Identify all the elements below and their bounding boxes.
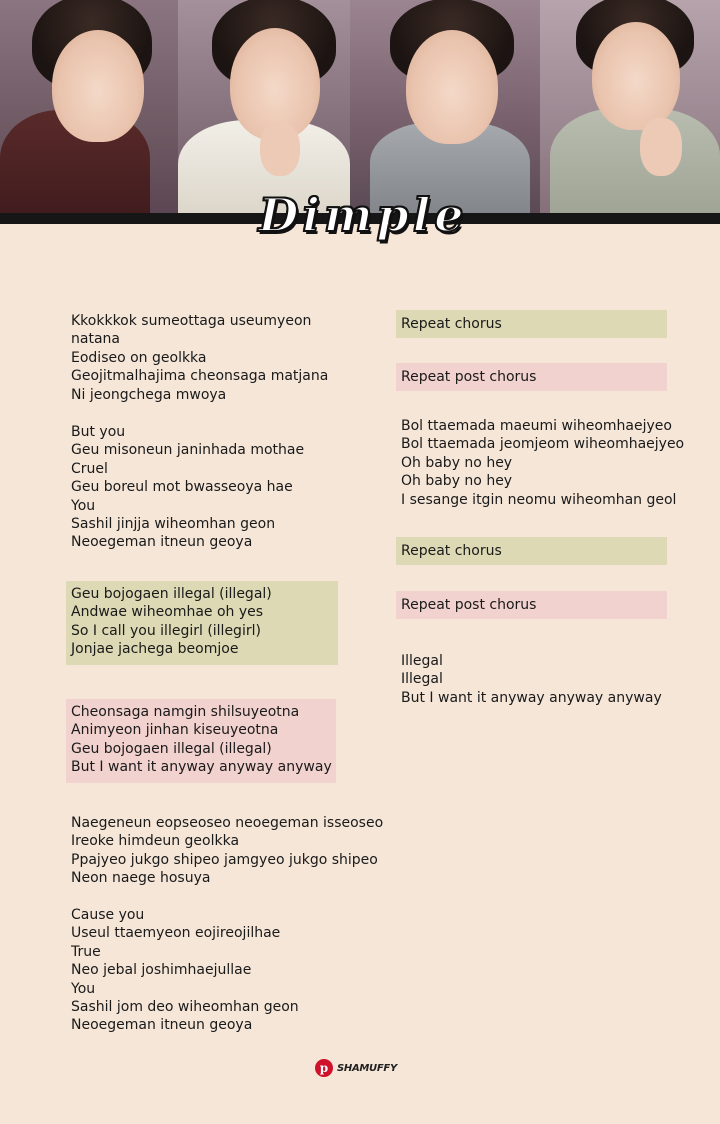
lyric-line: Oh baby no hey <box>401 473 513 490</box>
lyric-line: Geu bojogaen illegal (illegal) <box>71 586 272 602</box>
lyric-line: Illegal <box>401 671 443 688</box>
lyric-line: Animyeon jinhan kiseuyeotna <box>71 722 279 739</box>
verse-2 <box>71 814 383 888</box>
lyric-line: Ireoke himdeun geolkka <box>71 833 240 850</box>
lyric-line: Cheonsaga namgin shilsuyeotna <box>71 704 300 720</box>
lyric-line: Oh baby no hey <box>401 454 513 471</box>
credit-handle: SHAMUFFY <box>337 1062 397 1074</box>
lyric-line: natana <box>71 331 120 348</box>
lyric-line: Neo jebal joshimhaejullae <box>71 962 252 979</box>
repeat-chorus-tag: Repeat chorus <box>396 310 667 338</box>
post-chorus-block <box>66 699 336 783</box>
repeat-post-chorus-tag: Repeat post chorus <box>396 363 667 391</box>
lyric-line: Bol ttaemada jeomjeom wiheomhaejyeo <box>401 436 685 453</box>
bridge <box>401 417 684 509</box>
verse-1 <box>71 312 328 404</box>
portrait-photo-2 <box>178 0 350 213</box>
lyric-line: But I want it anyway anyway anyway <box>401 689 662 706</box>
portrait-photo-4 <box>540 0 720 213</box>
lyric-line: You <box>71 980 96 997</box>
lyric-line: Cause you <box>71 907 145 923</box>
portrait-photo-1 <box>0 0 178 213</box>
lyric-line: Sashil jom deo wiheomhan geon <box>71 998 299 1015</box>
portrait-photo-3 <box>350 0 540 213</box>
lyric-line: So I call you illegirl (illegirl) <box>71 622 261 639</box>
lyric-line: Illegal <box>401 653 443 669</box>
lyric-line: Kkokkkok sumeottaga useumyeon <box>71 313 312 329</box>
lyric-line: Andwae wiheomhae oh yes <box>71 604 264 621</box>
lyric-line: Neoegeman itneun geoya <box>71 534 253 551</box>
repeat-chorus-tag: Repeat chorus <box>396 537 667 565</box>
lyric-line: Geu misoneun janinhada mothae <box>71 442 305 459</box>
pre-chorus-2 <box>71 906 299 1035</box>
lyric-line: You <box>71 497 96 514</box>
song-title: Dimple <box>258 188 468 242</box>
outro <box>401 652 662 707</box>
lyric-line: Ni jeongchega mwoya <box>71 386 227 403</box>
header-banner <box>0 0 720 213</box>
lyric-line: Eodiseo on geolkka <box>71 349 207 366</box>
lyric-line: Geojitmalhajima cheonsaga matjana <box>71 368 329 385</box>
lyric-line: Cruel <box>71 460 108 477</box>
lyric-line: True <box>71 943 101 960</box>
footer-credit <box>315 1059 397 1077</box>
lyric-line: But you <box>71 424 126 440</box>
lyric-line: I sesange itgin neomu wiheomhan geol <box>401 491 677 508</box>
lyric-line: Bol ttaemada maeumi wiheomhaejyeo <box>401 418 672 434</box>
pinterest-icon: p <box>315 1059 333 1077</box>
lyric-line: Neoegeman itneun geoya <box>71 1017 253 1034</box>
lyric-line: Useul ttaemyeon eojireojilhae <box>71 925 281 942</box>
lyric-line: Geu bojogaen illegal (illegal) <box>71 740 272 757</box>
lyric-line: Neon naege hosuya <box>71 870 211 887</box>
lyric-line: But I want it anyway anyway anyway <box>71 759 332 776</box>
repeat-post-chorus-tag: Repeat post chorus <box>396 591 667 619</box>
lyric-line: Sashil jinjja wiheomhan geon <box>71 515 276 532</box>
lyric-line: Jonjae jachega beomjoe <box>71 641 239 658</box>
lyric-line: Ppajyeo jukgo shipeo jamgyeo jukgo shipeo <box>71 851 378 868</box>
pre-chorus-1 <box>71 423 304 552</box>
lyric-line: Geu boreul mot bwasseoya hae <box>71 479 293 496</box>
chorus-block <box>66 581 338 665</box>
lyric-line: Naegeneun eopseoseo neoegeman isseoseo <box>71 815 384 831</box>
